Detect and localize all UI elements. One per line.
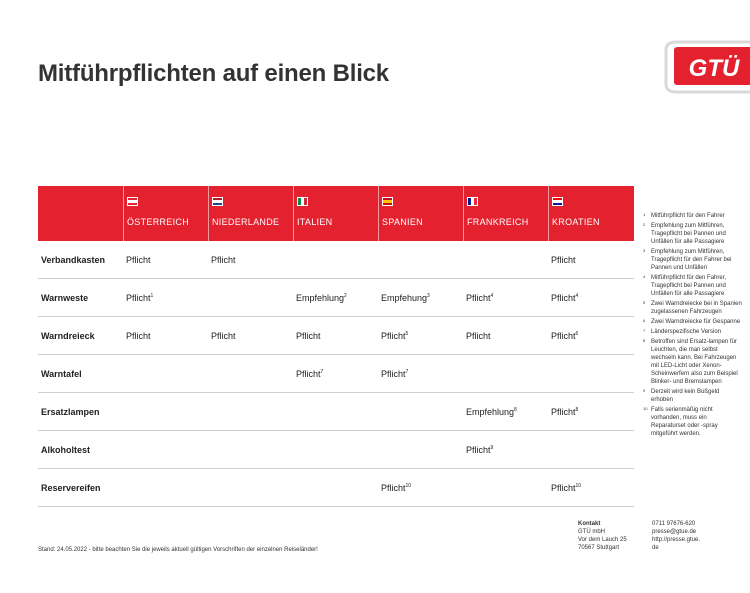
- footnote-number: 2: [643, 222, 646, 227]
- footnote-ref: 4: [575, 292, 579, 299]
- table-cell: [293, 369, 378, 379]
- footnote-item: [643, 248, 743, 272]
- footnote-text: Zwei Warndreiecke bei in Spanien zugelassenen Fahrzeugen: [651, 301, 742, 315]
- table-row: [38, 241, 634, 279]
- footnote-number: 5: [643, 300, 646, 305]
- table-cell: [123, 255, 208, 265]
- footnote-item: [643, 388, 743, 404]
- cell-value: Pflicht: [466, 292, 491, 303]
- footnote-text: Mitführpflicht für den Fahrer, Tragepflicht bei Pannen und Unfällen für alle Passagiere: [651, 275, 727, 297]
- cell-value: Pflicht: [211, 254, 236, 265]
- table-cell: [463, 331, 548, 341]
- row-label: Warntafel: [41, 368, 82, 379]
- cell-value: Empfehlung: [466, 406, 515, 417]
- table-cell: [378, 483, 463, 493]
- footnote-item: [643, 318, 743, 326]
- footnote-ref: 10: [575, 482, 582, 489]
- row-label: Warnweste: [41, 292, 89, 303]
- footnote-ref: 1: [150, 292, 154, 299]
- cell-value: Pflicht: [381, 482, 406, 493]
- cell-value: Pflicht: [551, 406, 576, 417]
- footnote-item: [643, 406, 743, 438]
- table-cell: [208, 331, 293, 341]
- country-name: ÖSTERREICH: [127, 217, 190, 227]
- footnote-text: Derzeit wird kein Bußgeld erhoben: [651, 389, 720, 403]
- table-row: [38, 469, 634, 507]
- contact-line: 70567 Stuttgart: [578, 545, 620, 551]
- table-row: [38, 279, 634, 317]
- footnote-number: 7: [643, 328, 646, 333]
- footnote-item: [643, 300, 743, 316]
- footnote-ref: 8: [514, 406, 517, 413]
- gtu-logo: [652, 36, 750, 98]
- footnote-text: Falls serienmäßig nicht vorhanden, muss ein Reparaturset oder -spray mitgeführt werden.: [651, 407, 718, 437]
- header-country-0: [123, 186, 208, 241]
- header-empty-cell: [38, 186, 123, 241]
- flag-icon: [297, 197, 308, 206]
- row-label: Warndreieck: [41, 330, 95, 341]
- table-cell: [208, 255, 293, 265]
- contact-email[interactable]: presse@gtue.de: [652, 529, 697, 535]
- page-title: Mitführpflichten auf einen Blick: [38, 60, 389, 87]
- footnote-text: Empfehlung zum Mitführen, Tragepflicht bei Pannen und Unfällen für alle Passagiere: [651, 223, 726, 245]
- country-name: NIEDERLANDE: [212, 217, 280, 227]
- table-cell: [548, 293, 633, 303]
- svg-text:GTÜ: GTÜ: [688, 55, 740, 82]
- table-cell: [463, 407, 548, 417]
- footnote-ref: 7: [320, 368, 324, 375]
- table-cell: [378, 293, 463, 303]
- row-label: Verbandkasten: [41, 254, 106, 265]
- header-country-4: [463, 186, 548, 241]
- table-cell: [548, 483, 633, 493]
- flag-icon: [552, 197, 563, 206]
- cell-value: Empfehlung: [296, 292, 345, 303]
- table-cell: [378, 331, 463, 341]
- table-cell: [378, 369, 463, 379]
- table-cell: [123, 293, 208, 303]
- table-cell: [293, 331, 378, 341]
- footnote-ref: 10: [405, 482, 412, 489]
- footnote-ref: 2: [344, 292, 347, 299]
- footnote-text: Länderspezifische Version: [651, 329, 722, 335]
- header-country-3: [378, 186, 463, 241]
- footnote-ref: 6: [575, 330, 579, 337]
- table-cell: [463, 445, 548, 455]
- footnote-item: [643, 328, 743, 336]
- cell-value: Pflicht: [551, 330, 576, 341]
- table-row: [38, 355, 634, 393]
- table-cell: [293, 293, 378, 303]
- footnote-ref: 7: [405, 368, 409, 375]
- table-cell: [548, 331, 633, 341]
- cell-value: Pflicht: [551, 482, 576, 493]
- cell-value: Empfehung: [381, 292, 428, 303]
- row-label: Reservereifen: [41, 482, 101, 493]
- footnote-item: [643, 222, 743, 246]
- footnote-item: [643, 274, 743, 298]
- country-name: SPANIEN: [382, 217, 423, 227]
- contact-line: GTÜ mbH: [578, 529, 605, 535]
- country-name: ITALIEN: [297, 217, 333, 227]
- footnote-text: Zwei Warndreiecke für Gespanne: [651, 319, 741, 325]
- row-label: Ersatzlampen: [41, 406, 100, 417]
- cell-value: Pflicht: [296, 368, 321, 379]
- header-country-1: [208, 186, 293, 241]
- country-name: FRANKREICH: [467, 217, 529, 227]
- cell-value: Pflicht: [551, 254, 576, 265]
- footnote-ref: 9: [490, 444, 494, 451]
- footnote-number: 1: [643, 212, 646, 217]
- cell-value: Pflicht: [296, 330, 321, 341]
- contact-block-2: [652, 520, 747, 552]
- footnote-ref: 8: [575, 406, 579, 413]
- cell-value: Pflicht: [126, 330, 151, 341]
- cell-value: Pflicht: [551, 292, 576, 303]
- cell-value: Pflicht: [381, 368, 406, 379]
- footnote-number: 9: [643, 388, 646, 393]
- footnote-number: 4: [643, 274, 646, 279]
- footnote-item: [643, 338, 743, 386]
- footnote-text: Empfehlung zum Mitführen, Tragepflicht für den Fahrer bei Pannen und Unfällen: [651, 249, 732, 271]
- cell-value: Pflicht: [466, 444, 491, 455]
- contact-url-cont[interactable]: de: [652, 545, 659, 551]
- footnote-ref: 3: [427, 292, 430, 299]
- flag-icon: [127, 197, 138, 206]
- footnote-item: [643, 212, 743, 220]
- contact-heading: Kontakt: [578, 521, 601, 527]
- footnote-text: Betroffen sind Ersatz-lampen für Leuchten, die man selbst wechseln kann. Bei Fahrzeugen mit LED-Licht oder Xenon-Scheinwerfern also zum Beispiel Blinker- und Bremslampen: [651, 339, 738, 385]
- footer-note: Stand: 24.05.2022 - bitte beachten Sie die jeweils aktuell gültigen Vorschriften der einzelnen Reiseländer!: [38, 547, 318, 553]
- flag-icon: [467, 197, 478, 206]
- contact-block: [578, 520, 627, 552]
- contact-url[interactable]: http://presse.gtue.: [652, 537, 701, 543]
- footnotes: [643, 212, 743, 440]
- row-label: Alkoholtest: [41, 444, 91, 455]
- cell-value: Pflicht: [126, 292, 151, 303]
- flag-icon: [212, 197, 223, 206]
- table-row: [38, 393, 634, 431]
- header-country-2: [293, 186, 378, 241]
- table-row: [38, 431, 634, 469]
- footnote-ref: 5: [405, 330, 409, 337]
- footnote-number: 10: [643, 406, 648, 411]
- cell-value: Pflicht: [211, 330, 236, 341]
- table-header: [38, 186, 634, 241]
- obligations-table: [38, 186, 634, 507]
- contact-line: Vor dem Lauch 25: [578, 537, 627, 543]
- cell-value: Pflicht: [466, 330, 491, 341]
- header-country-5: [548, 186, 633, 241]
- flag-icon: [382, 197, 393, 206]
- footnote-number: 8: [643, 338, 646, 343]
- table-cell: [548, 255, 633, 265]
- footnote-number: 6: [643, 318, 646, 323]
- footnote-number: 3: [643, 248, 646, 253]
- country-name: KROATIEN: [552, 217, 600, 227]
- footnote-text: Mitführpflicht für den Fahrer: [651, 213, 725, 219]
- table-cell: [548, 407, 633, 417]
- cell-value: Pflicht: [381, 330, 406, 341]
- table-cell: [463, 293, 548, 303]
- table-row: [38, 317, 634, 355]
- cell-value: Pflicht: [126, 254, 151, 265]
- table-cell: [123, 331, 208, 341]
- contact-phone: 0711 97676-620: [652, 521, 696, 527]
- footnote-ref: 4: [490, 292, 494, 299]
